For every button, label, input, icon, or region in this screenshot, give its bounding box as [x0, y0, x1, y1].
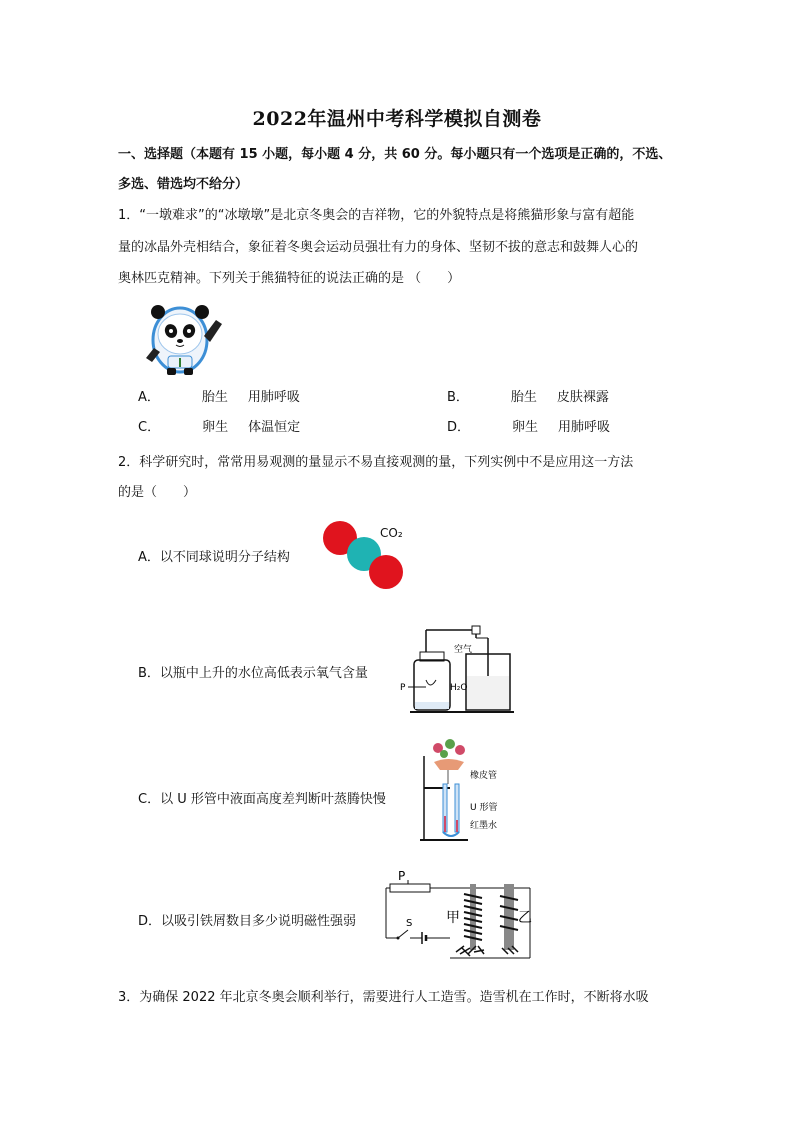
section-heading-line2: 多选、错选均不给分） [118, 177, 249, 192]
q1-option-c[interactable] [138, 416, 300, 435]
jia-label: 甲 [446, 910, 460, 926]
option-text-b: 体温恒定 [248, 420, 301, 435]
oxygen-atom-right [369, 555, 403, 589]
transpiration-apparatus [398, 736, 518, 844]
q1-line2: 量的冰晶外壳相结合，象征着冬奥会运动员强壮有力的身体、坚韧不拔的意志和鼓舞人心的 [118, 240, 639, 255]
air-label: 空气 [454, 645, 473, 655]
option-text-a: 胎生 [201, 390, 228, 405]
option-text-b: 用肺呼吸 [247, 390, 300, 405]
oxygen-content-apparatus [396, 624, 518, 716]
option-letter: D． [447, 420, 471, 435]
option-text-b: 皮肤裸露 [556, 390, 609, 405]
p-label: P [400, 683, 406, 693]
switch-s-label: S [406, 918, 413, 929]
q2-option-d[interactable]: D．以吸引铁屑数目多少说明磁性强弱 [138, 914, 357, 929]
option-text-a: 卵生 [202, 420, 229, 435]
section-heading-line1: 一、选择题（本题有 15 小题，每小题 4 分，共 60 分。每小题只有一个选项是正确的，不选、 [118, 147, 672, 162]
q1-option-a[interactable] [138, 386, 300, 405]
option-letter: A． [138, 390, 160, 405]
q2-option-a[interactable]: A．以不同球说明分子结构 [138, 550, 290, 565]
option-letter: B． [447, 390, 469, 405]
q2-line1: 2．科学研究时，常常用易观测的量显示不易直接观测的量，下列实例中不是应用这一方法 [118, 455, 634, 470]
q1-line1: 1．“一墩难求”的“冰墩墩”是北京冬奥会的吉祥物，它的外貌特点是将熊猫形象与富有超能 [118, 208, 635, 223]
rheostat-p-label: P [398, 869, 406, 883]
page-title: 2022年温州中考科学模拟自测卷 [252, 108, 542, 130]
electromagnet-circuit [380, 866, 536, 966]
q1-option-d[interactable] [447, 416, 610, 435]
mascot-image [140, 300, 224, 376]
option-text-a: 卵生 [512, 420, 539, 435]
co2-molecule-figure [314, 516, 414, 590]
u-tube-label: U 形管 [470, 803, 498, 813]
option-text-b: 用肺呼吸 [558, 420, 611, 435]
option-letter: C． [138, 420, 161, 435]
q2-option-b[interactable]: B．以瓶中上升的水位高低表示氧气含量 [138, 666, 368, 681]
q1-line3: 奥林匹克精神。下列关于熊猫特征的说法正确的是 （ ） [118, 271, 461, 286]
rubber-tube-label: 橡皮管 [470, 771, 498, 781]
option-text-a: 胎生 [510, 390, 537, 405]
q1-option-b[interactable] [447, 386, 609, 405]
red-ink-label: 红墨水 [470, 821, 498, 831]
q2-option-c[interactable]: C．以 U 形管中液面高度差判断叶蒸腾快慢 [138, 792, 386, 807]
q2-line2: 的是（ ） [118, 485, 197, 500]
q3-line1: 3．为确保 2022 年北京冬奥会顺利举行，需要进行人工造雪。造雪机在工作时，不断将水吸 [118, 990, 649, 1005]
water-label: H₂O [450, 683, 468, 693]
yi-label: 乙 [518, 910, 532, 926]
co2-formula: CO₂ [380, 526, 403, 540]
